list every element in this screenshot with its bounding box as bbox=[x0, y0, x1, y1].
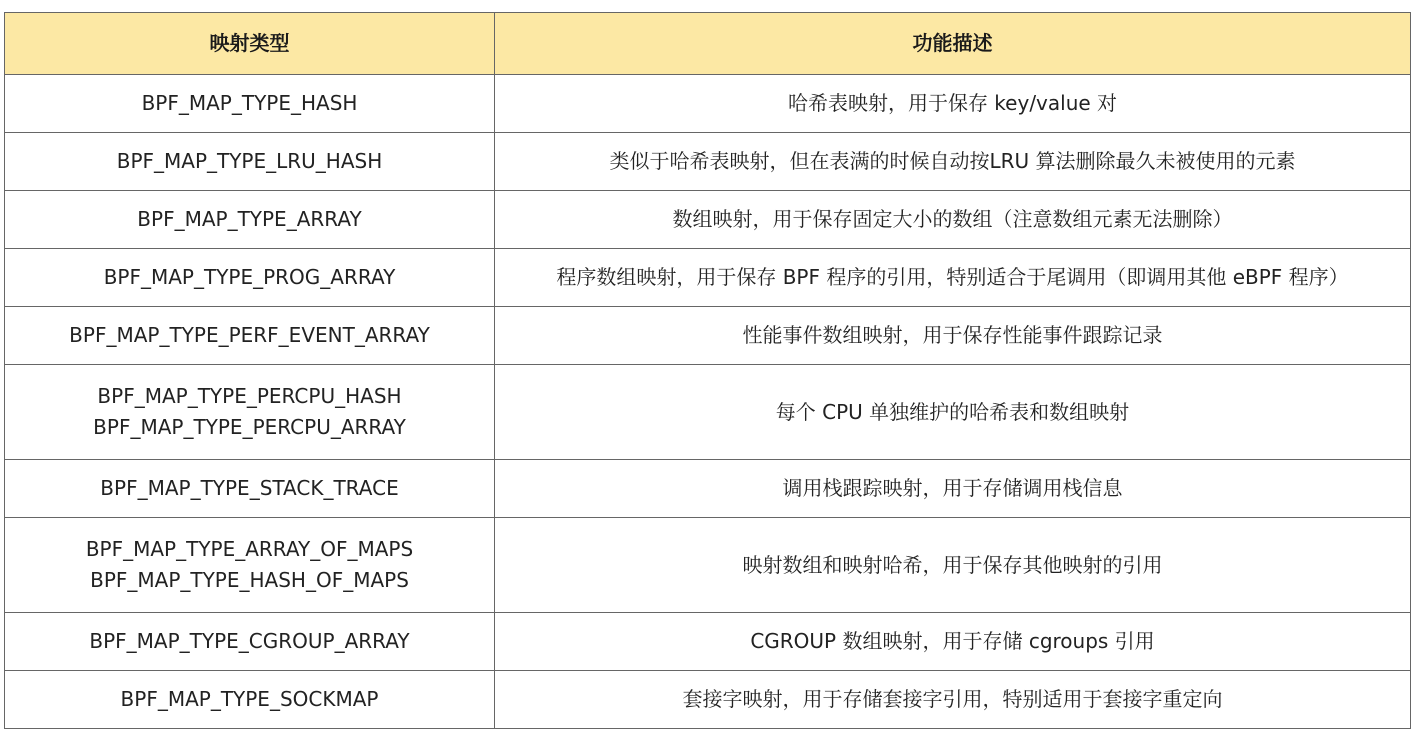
map-type-name: BPF_MAP_TYPE_PERCPU_ARRAY bbox=[93, 415, 406, 439]
map-type-cell bbox=[5, 460, 495, 518]
map-type-cell bbox=[5, 671, 495, 729]
description-cell: 类似于哈希表映射，但在表满的时候自动按LRU 算法删除最久未被使用的元素 bbox=[495, 133, 1411, 191]
map-type-cell bbox=[5, 191, 495, 249]
description-cell: 套接字映射，用于存储套接字引用，特别适用于套接字重定向 bbox=[495, 671, 1411, 729]
map-type-name: BPF_MAP_TYPE_CGROUP_ARRAY bbox=[89, 629, 410, 653]
table-row bbox=[5, 613, 1411, 671]
header-description: 功能描述 bbox=[495, 13, 1411, 75]
table-row bbox=[5, 307, 1411, 365]
table-row bbox=[5, 249, 1411, 307]
map-type-name: BPF_MAP_TYPE_HASH_OF_MAPS bbox=[90, 568, 409, 592]
map-type-cell bbox=[5, 75, 495, 133]
table-row bbox=[5, 518, 1411, 613]
table-row bbox=[5, 365, 1411, 460]
table-row bbox=[5, 133, 1411, 191]
map-type-name: BPF_MAP_TYPE_ARRAY bbox=[137, 207, 362, 231]
map-type-name: BPF_MAP_TYPE_LRU_HASH bbox=[116, 149, 383, 173]
table-row bbox=[5, 75, 1411, 133]
map-type-cell bbox=[5, 518, 495, 613]
map-type-name: BPF_MAP_TYPE_PROG_ARRAY bbox=[103, 265, 396, 289]
map-type-name: BPF_MAP_TYPE_PERCPU_HASH bbox=[97, 384, 402, 408]
bpf-map-types-table bbox=[4, 12, 1411, 729]
table-row bbox=[5, 671, 1411, 729]
table-row bbox=[5, 191, 1411, 249]
bpf-map-types-table-container bbox=[4, 12, 1410, 729]
map-type-name: BPF_MAP_TYPE_SOCKMAP bbox=[120, 687, 379, 711]
description-cell: 数组映射，用于保存固定大小的数组（注意数组元素无法删除） bbox=[495, 191, 1411, 249]
map-type-name: BPF_MAP_TYPE_STACK_TRACE bbox=[100, 476, 399, 500]
map-type-name: BPF_MAP_TYPE_HASH bbox=[141, 91, 358, 115]
description-cell: 调用栈跟踪映射，用于存储调用栈信息 bbox=[495, 460, 1411, 518]
description-cell: 每个 CPU 单独维护的哈希表和数组映射 bbox=[495, 365, 1411, 460]
description-cell: 映射数组和映射哈希，用于保存其他映射的引用 bbox=[495, 518, 1411, 613]
map-type-cell bbox=[5, 249, 495, 307]
map-type-cell bbox=[5, 613, 495, 671]
table-row bbox=[5, 460, 1411, 518]
table-header-row bbox=[5, 13, 1411, 75]
description-cell: 性能事件数组映射，用于保存性能事件跟踪记录 bbox=[495, 307, 1411, 365]
description-cell: 哈希表映射，用于保存 key/value 对 bbox=[495, 75, 1411, 133]
map-type-cell bbox=[5, 133, 495, 191]
map-type-name: BPF_MAP_TYPE_PERF_EVENT_ARRAY bbox=[69, 323, 430, 347]
map-type-cell bbox=[5, 365, 495, 460]
map-type-cell bbox=[5, 307, 495, 365]
map-type-name: BPF_MAP_TYPE_ARRAY_OF_MAPS bbox=[85, 537, 414, 561]
description-cell: CGROUP 数组映射，用于存储 cgroups 引用 bbox=[495, 613, 1411, 671]
description-cell: 程序数组映射，用于保存 BPF 程序的引用，特别适合于尾调用（即调用其他 eBPF 程序） bbox=[495, 249, 1411, 307]
header-map-type: 映射类型 bbox=[5, 13, 495, 75]
